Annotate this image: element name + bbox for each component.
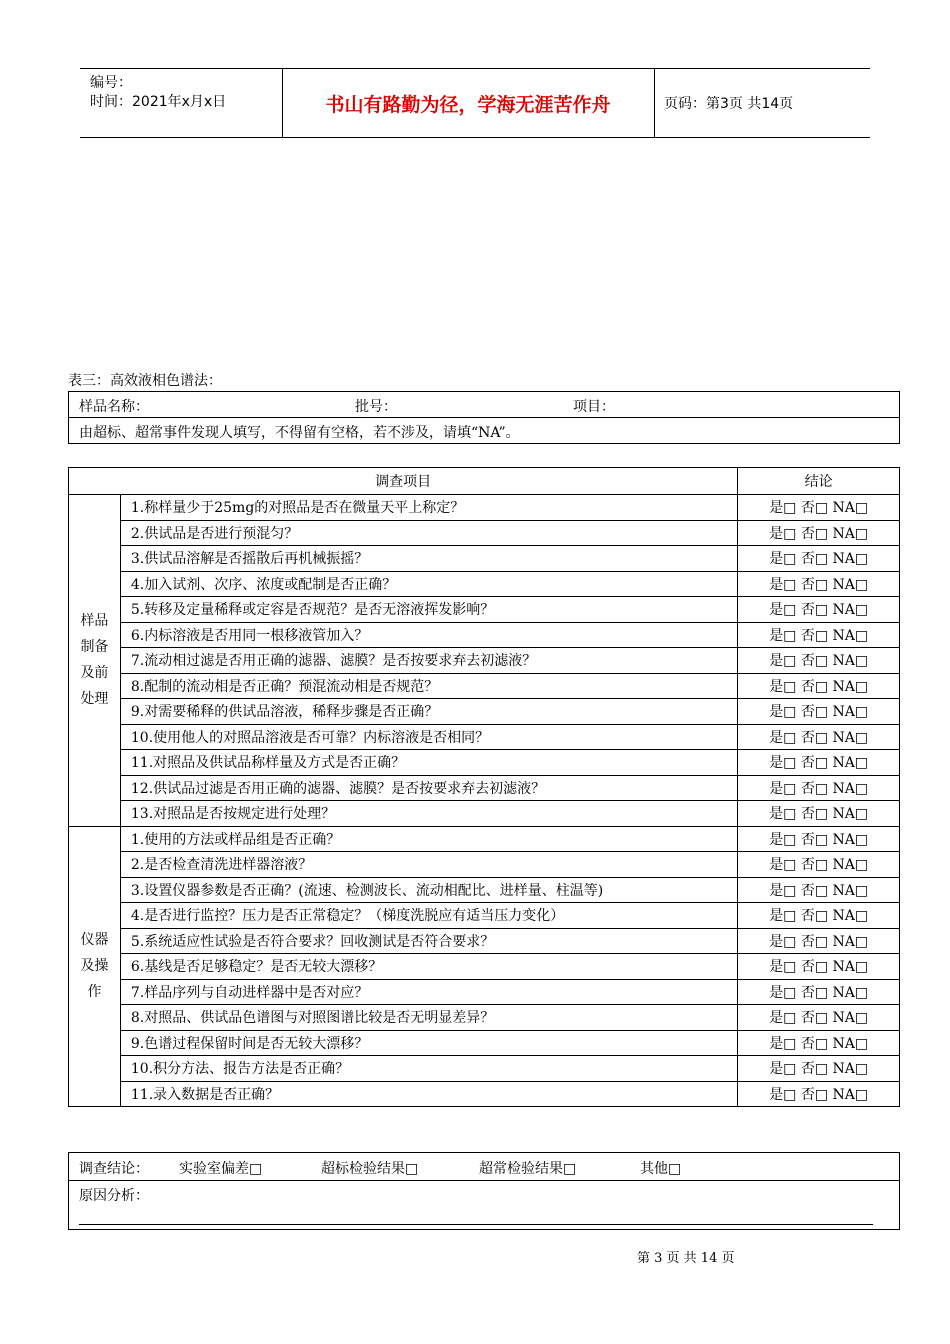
question-cell: 9.对需要稀释的供试品溶液，稀释步骤是否正确？ xyxy=(120,699,737,725)
page-header xyxy=(80,68,870,138)
question-cell: 2.供试品是否进行预混匀？ xyxy=(120,520,737,546)
answer-checkboxes[interactable]: 是□ 否□ NA□ xyxy=(738,979,900,1005)
question-cell: 5.转移及定量稀释或定容是否规范？是否无溶液挥发影响？ xyxy=(120,597,737,623)
instruction-row xyxy=(69,417,899,443)
table-row xyxy=(69,1005,900,1031)
question-cell: 8.对照品、供试品色谱图与对照图谱比较是否无明显差异？ xyxy=(120,1005,737,1031)
question-cell: 2.是否检查清洗进样器溶液？ xyxy=(120,852,737,878)
answer-checkboxes[interactable]: 是□ 否□ NA□ xyxy=(738,775,900,801)
question-cell: 6.基线是否足够稳定？是否无较大漂移？ xyxy=(120,954,737,980)
option-other[interactable]: 其他□ xyxy=(640,1161,682,1177)
answer-checkboxes[interactable]: 是□ 否□ NA□ xyxy=(738,801,900,827)
table-row xyxy=(69,495,900,521)
conclusion-divider xyxy=(69,1180,899,1181)
option-oos-result[interactable]: 超标检验结果□ xyxy=(321,1161,419,1177)
answer-checkboxes[interactable]: 是□ 否□ NA□ xyxy=(738,724,900,750)
col-header-conclusion: 结论 xyxy=(738,468,900,495)
answer-checkboxes[interactable]: 是□ 否□ NA□ xyxy=(738,648,900,674)
header-meta xyxy=(80,69,283,137)
table-row xyxy=(69,1081,900,1107)
table-row xyxy=(69,571,900,597)
table-row xyxy=(69,979,900,1005)
category-label: 仪器及操作 xyxy=(80,932,109,1001)
question-cell: 11.对照品及供试品称样量及方式是否正确？ xyxy=(120,750,737,776)
table-row xyxy=(69,903,900,929)
question-cell: 13.对照品是否按规定进行处理？ xyxy=(120,801,737,827)
number-label: 编号： xyxy=(90,75,132,91)
question-cell: 12.供试品过滤是否用正确的滤器、滤膜？是否按要求弃去初滤液？ xyxy=(120,775,737,801)
answer-checkboxes[interactable]: 是□ 否□ NA□ xyxy=(738,826,900,852)
answer-checkboxes[interactable]: 是□ 否□ NA□ xyxy=(738,1081,900,1107)
sample-info-box xyxy=(68,391,900,444)
cause-label: 原因分析： xyxy=(79,1188,149,1204)
investigation-table xyxy=(68,467,900,1107)
conclusion-label: 调查结论： xyxy=(79,1161,149,1177)
instruction-note: 由超标、超常事件发现人填写，不得留有空格，若不涉及，请填“NA”。 xyxy=(79,425,520,441)
question-cell: 7.流动相过滤是否用正确的滤器、滤膜？是否按要求弃去初滤液？ xyxy=(120,648,737,674)
answer-checkboxes[interactable]: 是□ 否□ NA□ xyxy=(738,1056,900,1082)
question-cell: 1.使用的方法或样品组是否正确？ xyxy=(120,826,737,852)
question-cell: 4.是否进行监控？压力是否正常稳定？（梯度洗脱应有适当压力变化） xyxy=(120,903,737,929)
header-page-label: 页码：第3页 共14页 xyxy=(664,96,794,112)
answer-checkboxes[interactable]: 是□ 否□ NA□ xyxy=(738,1030,900,1056)
item-label: 项目： xyxy=(573,399,615,415)
page-footer: 第 3 页 共 14 页 xyxy=(637,1251,735,1266)
table-header-row xyxy=(69,468,900,495)
category-cell xyxy=(69,826,121,1107)
table-row xyxy=(69,724,900,750)
table-row xyxy=(69,775,900,801)
table-row xyxy=(69,826,900,852)
question-cell: 8.配制的流动相是否正确？预混流动相是否规范？ xyxy=(120,673,737,699)
option-lab-deviation[interactable]: 实验室偏差□ xyxy=(179,1161,263,1177)
answer-checkboxes[interactable]: 是□ 否□ NA□ xyxy=(738,622,900,648)
question-cell: 3.供试品溶解是否摇散后再机械振摇？ xyxy=(120,546,737,572)
table-row xyxy=(69,928,900,954)
answer-checkboxes[interactable]: 是□ 否□ NA□ xyxy=(738,852,900,878)
question-cell: 9.色谱过程保留时间是否无较大漂移？ xyxy=(120,1030,737,1056)
batch-label: 批号： xyxy=(355,399,397,415)
table-row xyxy=(69,954,900,980)
cause-underline xyxy=(79,1224,873,1225)
question-cell: 6.内标溶液是否用同一根移液管加入？ xyxy=(120,622,737,648)
answer-checkboxes[interactable]: 是□ 否□ NA□ xyxy=(738,571,900,597)
question-cell: 3.设置仪器参数是否正确？(流速、检测波长、流动相配比、进样量、柱温等) xyxy=(120,877,737,903)
answer-checkboxes[interactable]: 是□ 否□ NA□ xyxy=(738,520,900,546)
header-motto: 书山有路勤为径，学海无涯苦作舟 xyxy=(282,69,655,137)
table-caption: 表三：高效液相色谱法： xyxy=(68,373,222,389)
table-row xyxy=(69,852,900,878)
table-row xyxy=(69,1056,900,1082)
question-cell: 10.积分方法、报告方法是否正确？ xyxy=(120,1056,737,1082)
answer-checkboxes[interactable]: 是□ 否□ NA□ xyxy=(738,546,900,572)
table-row xyxy=(69,546,900,572)
table-row xyxy=(69,520,900,546)
table-row xyxy=(69,877,900,903)
sample-info-row xyxy=(69,392,899,417)
answer-checkboxes[interactable]: 是□ 否□ NA□ xyxy=(738,495,900,521)
answer-checkboxes[interactable]: 是□ 否□ NA□ xyxy=(738,954,900,980)
question-cell: 7.样品序列与自动进样器中是否对应？ xyxy=(120,979,737,1005)
table-row xyxy=(69,648,900,674)
table-row xyxy=(69,750,900,776)
col-header-item: 调查项目 xyxy=(69,468,738,495)
table-row xyxy=(69,801,900,827)
table-row xyxy=(69,622,900,648)
answer-checkboxes[interactable]: 是□ 否□ NA□ xyxy=(738,699,900,725)
sample-name-label: 样品名称： xyxy=(79,399,149,415)
question-cell: 5.系统适应性试验是否符合要求？回收测试是否符合要求？ xyxy=(120,928,737,954)
answer-checkboxes[interactable]: 是□ 否□ NA□ xyxy=(738,877,900,903)
question-cell: 10.使用他人的对照品溶液是否可靠？内标溶液是否相同？ xyxy=(120,724,737,750)
question-cell: 1.称样量少于25mg的对照品是否在微量天平上称定？ xyxy=(120,495,737,521)
table-row xyxy=(69,597,900,623)
conclusion-box xyxy=(68,1152,900,1230)
category-label: 样品制备及前处理 xyxy=(80,613,109,708)
option-oot-result[interactable]: 超常检验结果□ xyxy=(479,1161,577,1177)
answer-checkboxes[interactable]: 是□ 否□ NA□ xyxy=(738,1005,900,1031)
category-cell xyxy=(69,495,121,827)
table-row xyxy=(69,699,900,725)
question-cell: 11.录入数据是否正确？ xyxy=(120,1081,737,1107)
question-cell: 4.加入试剂、次序、浓度或配制是否正确？ xyxy=(120,571,737,597)
table-row xyxy=(69,673,900,699)
answer-checkboxes[interactable]: 是□ 否□ NA□ xyxy=(738,673,900,699)
answer-checkboxes[interactable]: 是□ 否□ NA□ xyxy=(738,928,900,954)
answer-checkboxes[interactable]: 是□ 否□ NA□ xyxy=(738,903,900,929)
answer-checkboxes[interactable]: 是□ 否□ NA□ xyxy=(738,597,900,623)
table-row xyxy=(69,1030,900,1056)
answer-checkboxes[interactable]: 是□ 否□ NA□ xyxy=(738,750,900,776)
time-label: 时间：2021年x月x日 xyxy=(90,94,227,110)
